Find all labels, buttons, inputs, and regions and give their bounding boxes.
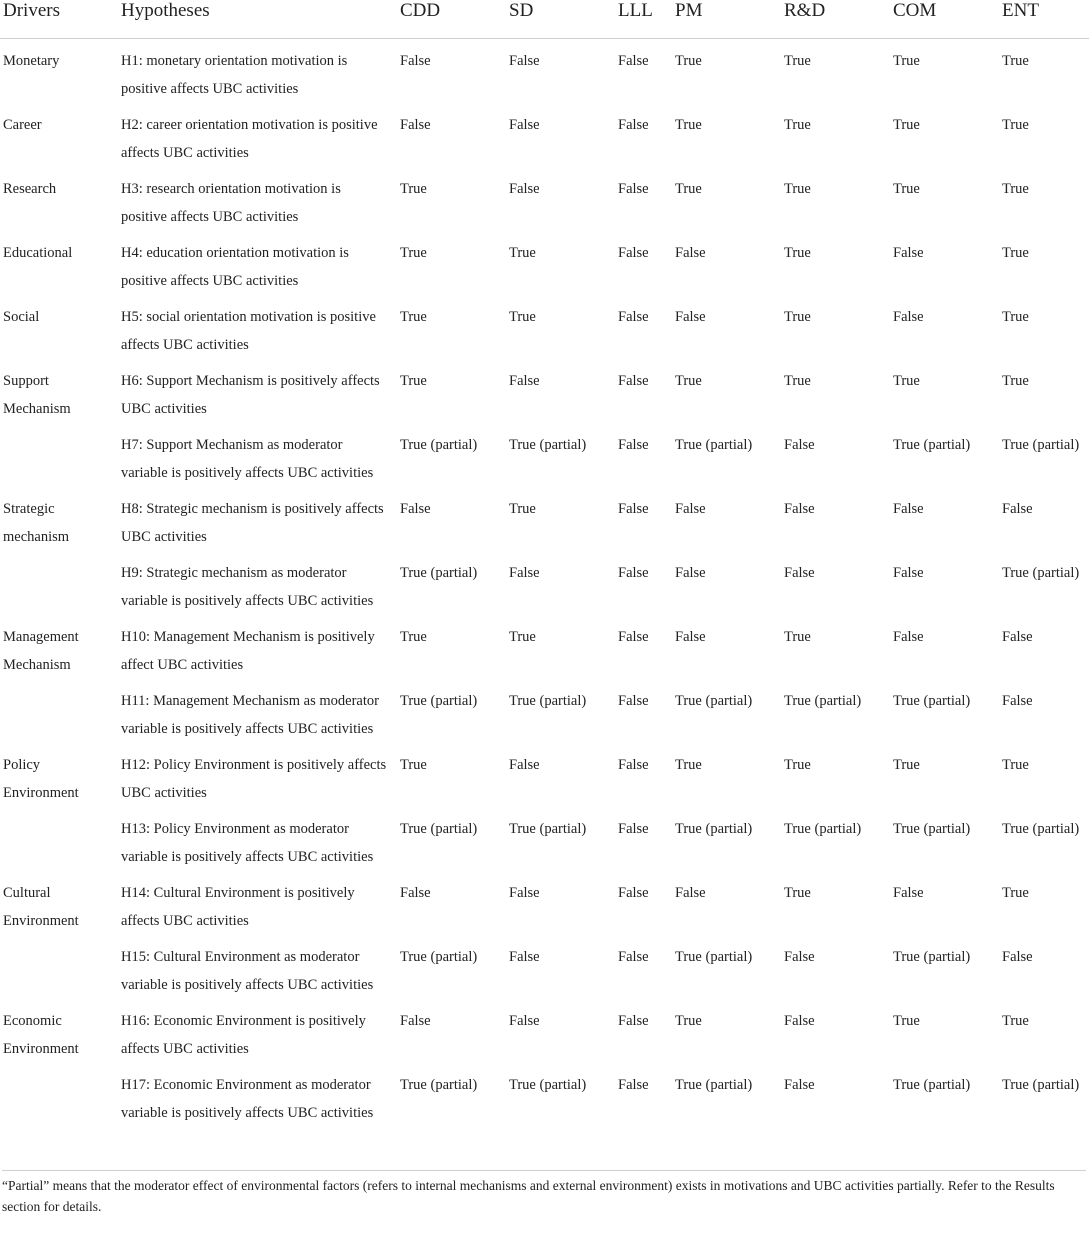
result-cell: True (partial) bbox=[509, 821, 587, 837]
header-hypotheses: Hypotheses bbox=[118, 0, 397, 39]
result-cell: True bbox=[893, 373, 920, 389]
driver-cell bbox=[0, 679, 118, 743]
result-cell: False bbox=[675, 629, 706, 645]
driver-cell: Support Mechanism bbox=[3, 373, 71, 417]
result-cell: True bbox=[1002, 245, 1029, 261]
hypothesis-cell: H17: Economic Environment as moderator variable is positively affects UBC activities bbox=[121, 1077, 374, 1121]
result-cell: True bbox=[784, 629, 811, 645]
result-cell: True (partial) bbox=[893, 949, 971, 965]
result-cell: False bbox=[784, 949, 815, 965]
result-cell: True (partial) bbox=[1002, 821, 1080, 837]
hypothesis-cell: H11: Management Mechanism as moderator variable is positively affects UBC activities bbox=[121, 693, 379, 737]
result-cell: True bbox=[509, 245, 536, 261]
table-body bbox=[0, 39, 1089, 1128]
result-cell: False bbox=[509, 53, 540, 69]
table-header-row bbox=[0, 0, 1089, 39]
result-cell: True (partial) bbox=[893, 1077, 971, 1093]
table-row bbox=[0, 1063, 1089, 1127]
result-cell: False bbox=[509, 565, 540, 581]
result-cell: False bbox=[618, 373, 649, 389]
result-cell: False bbox=[400, 117, 431, 133]
hypothesis-cell: H16: Economic Environment is positively affects UBC activities bbox=[121, 1013, 366, 1057]
driver-cell: Management Mechanism bbox=[3, 629, 79, 673]
result-cell: True bbox=[400, 757, 427, 773]
result-cell: False bbox=[618, 1013, 649, 1029]
driver-cell: Educational bbox=[3, 245, 73, 261]
result-cell: True (partial) bbox=[675, 1077, 753, 1093]
result-cell: False bbox=[618, 885, 649, 901]
result-cell: True bbox=[675, 53, 702, 69]
table-footnote: “Partial” means that the moderator effect of environmental factors (refers to internal mechanisms and external environment) exists in motivations and UBC activities partially. Refer to the Results section for details. bbox=[2, 1170, 1086, 1217]
result-cell: False bbox=[618, 245, 649, 261]
result-cell: True bbox=[1002, 181, 1029, 197]
result-cell: False bbox=[784, 501, 815, 517]
result-cell: False bbox=[618, 181, 649, 197]
driver-cell: Research bbox=[3, 181, 57, 197]
result-cell: False bbox=[509, 757, 540, 773]
table-row bbox=[0, 423, 1089, 487]
result-cell: False bbox=[893, 629, 924, 645]
result-cell: False bbox=[893, 885, 924, 901]
result-cell: True bbox=[784, 245, 811, 261]
driver-cell: Career bbox=[3, 117, 42, 133]
result-cell: True bbox=[509, 501, 536, 517]
result-cell: False bbox=[400, 53, 431, 69]
result-cell: True (partial) bbox=[400, 437, 478, 453]
hypothesis-cell: H2: career orientation motivation is positive affects UBC activities bbox=[121, 117, 378, 161]
table-row bbox=[0, 615, 1089, 679]
result-cell: True bbox=[893, 181, 920, 197]
result-cell: False bbox=[400, 885, 431, 901]
driver-cell: Strategic mechanism bbox=[3, 501, 70, 545]
result-cell: False bbox=[784, 1077, 815, 1093]
result-cell: False bbox=[618, 501, 649, 517]
result-cell: True bbox=[1002, 885, 1029, 901]
driver-cell: Cultural Environment bbox=[3, 885, 79, 929]
hypothesis-cell: H13: Policy Environment as moderator variable is positively affects UBC activities bbox=[121, 821, 374, 865]
result-cell: False bbox=[618, 949, 649, 965]
result-cell: True (partial) bbox=[784, 693, 862, 709]
result-cell: True bbox=[1002, 117, 1029, 133]
result-cell: False bbox=[509, 373, 540, 389]
result-cell: True bbox=[675, 1013, 702, 1029]
result-cell: False bbox=[509, 117, 540, 133]
driver-cell bbox=[0, 935, 118, 999]
result-cell: True (partial) bbox=[400, 821, 478, 837]
result-cell: False bbox=[784, 437, 815, 453]
result-cell: True (partial) bbox=[509, 1077, 587, 1093]
result-cell: True bbox=[509, 629, 536, 645]
result-cell: False bbox=[618, 757, 649, 773]
result-cell: True (partial) bbox=[400, 949, 478, 965]
header-sd: SD bbox=[506, 0, 615, 39]
result-cell: False bbox=[1002, 693, 1033, 709]
table-row bbox=[0, 295, 1089, 359]
table-row bbox=[0, 999, 1089, 1063]
result-cell: True (partial) bbox=[675, 693, 753, 709]
hypothesis-cell: H7: Support Mechanism as moderator variable is positively affects UBC activities bbox=[121, 437, 374, 481]
result-cell: True bbox=[400, 309, 427, 325]
driver-cell bbox=[0, 1063, 118, 1127]
result-cell: True bbox=[1002, 309, 1029, 325]
result-cell: True bbox=[784, 885, 811, 901]
table-row bbox=[0, 807, 1089, 871]
result-cell: False bbox=[509, 885, 540, 901]
result-cell: True bbox=[400, 629, 427, 645]
result-cell: True bbox=[893, 117, 920, 133]
result-cell: False bbox=[618, 1077, 649, 1093]
header-lll: LLL bbox=[615, 0, 672, 39]
result-cell: True bbox=[893, 53, 920, 69]
result-cell: False bbox=[618, 309, 649, 325]
hypothesis-cell: H6: Support Mechanism is positively affects UBC activities bbox=[121, 373, 380, 417]
result-cell: True bbox=[400, 245, 427, 261]
header-ent: ENT bbox=[999, 0, 1089, 39]
result-cell: True (partial) bbox=[1002, 437, 1080, 453]
result-cell: False bbox=[400, 501, 431, 517]
table-row bbox=[0, 743, 1089, 807]
result-cell: False bbox=[618, 565, 649, 581]
table-row bbox=[0, 231, 1089, 295]
result-cell: True (partial) bbox=[400, 693, 478, 709]
hypothesis-cell: H14: Cultural Environment is positively affects UBC activities bbox=[121, 885, 355, 929]
hypothesis-cell: H5: social orientation motivation is positive affects UBC activities bbox=[121, 309, 376, 353]
header-com: COM bbox=[890, 0, 999, 39]
result-cell: False bbox=[675, 565, 706, 581]
result-cell: True bbox=[675, 117, 702, 133]
result-cell: False bbox=[618, 117, 649, 133]
table-row bbox=[0, 679, 1089, 743]
result-cell: False bbox=[675, 245, 706, 261]
result-cell: True (partial) bbox=[509, 693, 587, 709]
result-cell: False bbox=[509, 181, 540, 197]
table-row bbox=[0, 871, 1089, 935]
result-cell: True (partial) bbox=[1002, 565, 1080, 581]
result-cell: False bbox=[1002, 501, 1033, 517]
hypothesis-cell: H4: education orientation motivation is positive affects UBC activities bbox=[121, 245, 349, 289]
header-pm: PM bbox=[672, 0, 781, 39]
result-cell: True (partial) bbox=[509, 437, 587, 453]
result-cell: True bbox=[784, 757, 811, 773]
result-cell: True bbox=[509, 309, 536, 325]
result-cell: False bbox=[618, 629, 649, 645]
hypothesis-cell: H1: monetary orientation motivation is positive affects UBC activities bbox=[121, 53, 348, 97]
result-cell: True bbox=[784, 309, 811, 325]
result-cell: False bbox=[675, 885, 706, 901]
driver-cell bbox=[0, 807, 118, 871]
result-cell: True (partial) bbox=[675, 437, 753, 453]
result-cell: True bbox=[1002, 757, 1029, 773]
result-cell: True (partial) bbox=[893, 693, 971, 709]
hypothesis-cell: H15: Cultural Environment as moderator variable is positively affects UBC activities bbox=[121, 949, 374, 993]
result-cell: True bbox=[675, 757, 702, 773]
result-cell: True bbox=[400, 181, 427, 197]
result-cell: True bbox=[784, 117, 811, 133]
result-cell: True (partial) bbox=[1002, 1077, 1080, 1093]
result-cell: False bbox=[784, 1013, 815, 1029]
result-cell: True (partial) bbox=[893, 437, 971, 453]
result-cell: True bbox=[784, 373, 811, 389]
result-cell: False bbox=[784, 565, 815, 581]
header-rd: R&D bbox=[781, 0, 890, 39]
result-cell: True bbox=[1002, 53, 1029, 69]
header-drivers: Drivers bbox=[0, 0, 118, 39]
result-cell: False bbox=[675, 501, 706, 517]
driver-cell bbox=[0, 423, 118, 487]
table-row bbox=[0, 935, 1089, 999]
table-row bbox=[0, 103, 1089, 167]
driver-cell: Monetary bbox=[3, 53, 60, 69]
table-row bbox=[0, 487, 1089, 551]
result-cell: False bbox=[893, 501, 924, 517]
hypothesis-cell: H9: Strategic mechanism as moderator variable is positively affects UBC activities bbox=[121, 565, 374, 609]
result-cell: False bbox=[618, 821, 649, 837]
result-cell: True bbox=[1002, 1013, 1029, 1029]
result-cell: False bbox=[618, 437, 649, 453]
driver-cell: Policy Environment bbox=[3, 757, 79, 801]
result-cell: True bbox=[675, 373, 702, 389]
result-cell: True bbox=[893, 1013, 920, 1029]
result-cell: True bbox=[784, 181, 811, 197]
header-cdd: CDD bbox=[397, 0, 506, 39]
result-cell: True (partial) bbox=[400, 565, 478, 581]
table-row bbox=[0, 167, 1089, 231]
result-cell: False bbox=[1002, 949, 1033, 965]
result-cell: False bbox=[509, 1013, 540, 1029]
result-cell: True bbox=[400, 373, 427, 389]
table-row bbox=[0, 39, 1089, 104]
result-cell: True (partial) bbox=[675, 949, 753, 965]
result-cell: True bbox=[675, 181, 702, 197]
result-cell: True (partial) bbox=[400, 1077, 478, 1093]
driver-cell: Economic Environment bbox=[3, 1013, 79, 1057]
result-cell: True (partial) bbox=[893, 821, 971, 837]
result-cell: False bbox=[509, 949, 540, 965]
result-cell: True (partial) bbox=[675, 821, 753, 837]
hypothesis-cell: H8: Strategic mechanism is positively affects UBC activities bbox=[121, 501, 384, 545]
result-cell: False bbox=[1002, 629, 1033, 645]
result-cell: False bbox=[400, 1013, 431, 1029]
result-cell: True bbox=[893, 757, 920, 773]
hypothesis-cell: H10: Management Mechanism is positively affect UBC activities bbox=[121, 629, 375, 673]
table-row bbox=[0, 551, 1089, 615]
driver-cell: Social bbox=[3, 309, 40, 325]
result-cell: True bbox=[1002, 373, 1029, 389]
result-cell: False bbox=[893, 565, 924, 581]
result-cell: False bbox=[893, 245, 924, 261]
result-cell: False bbox=[618, 693, 649, 709]
result-cell: True bbox=[784, 53, 811, 69]
result-cell: True (partial) bbox=[784, 821, 862, 837]
result-cell: False bbox=[675, 309, 706, 325]
driver-cell bbox=[0, 551, 118, 615]
hypothesis-cell: H3: research orientation motivation is positive affects UBC activities bbox=[121, 181, 341, 225]
table-row bbox=[0, 359, 1089, 423]
result-cell: False bbox=[893, 309, 924, 325]
hypothesis-cell: H12: Policy Environment is positively affects UBC activities bbox=[121, 757, 387, 801]
result-cell: False bbox=[618, 53, 649, 69]
